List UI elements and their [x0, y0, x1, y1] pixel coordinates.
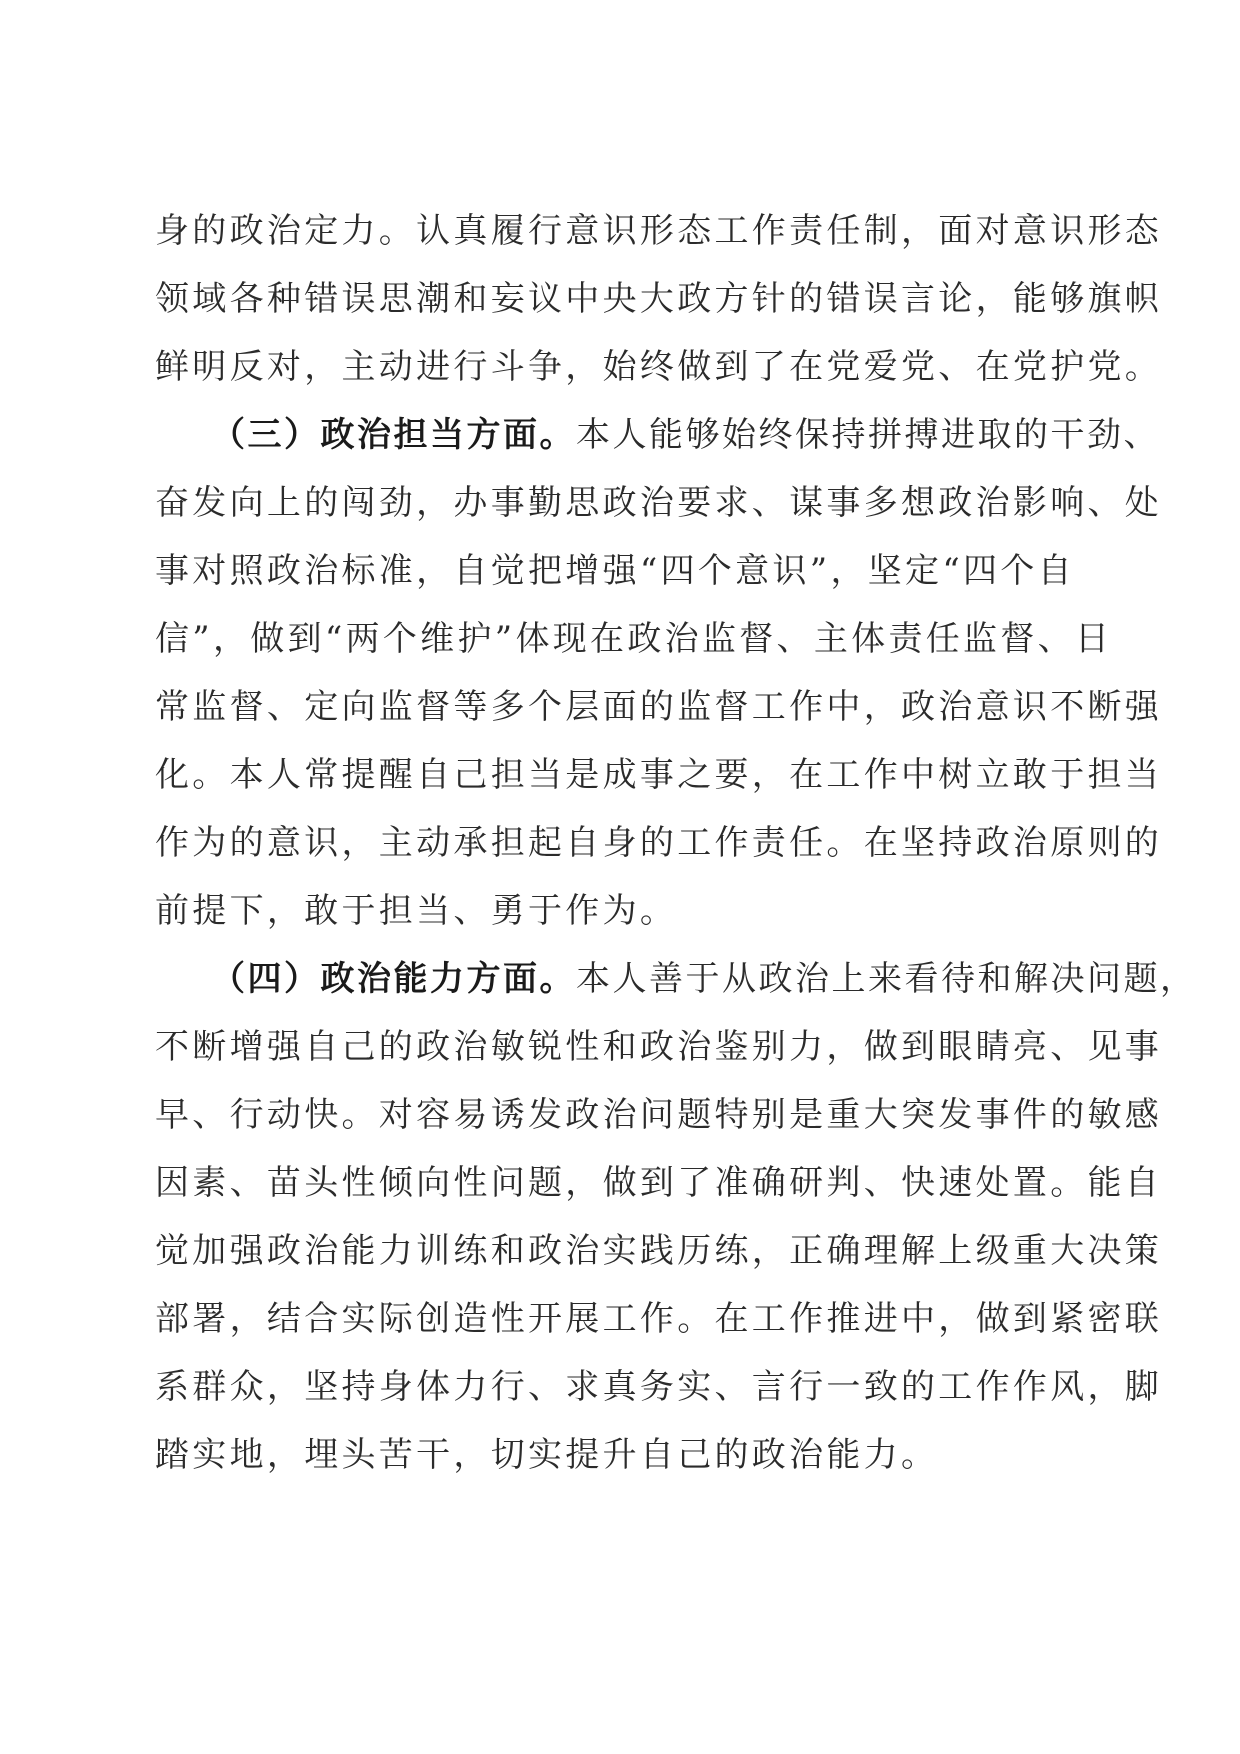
paragraph-3-line-7: 系群众，坚持身体力行、求真务实、言行一致的工作作风，脚 — [155, 1367, 1163, 1407]
paragraph-2-first-line — [155, 415, 1160, 455]
paragraph-1-line-1: 身的政治定力。认真履行意识形态工作责任制，面对意识形态 — [155, 211, 1163, 251]
paragraph-3-first-line — [155, 959, 1197, 999]
document-body — [155, 211, 1197, 1506]
paragraph-3-line-5: 觉加强政治能力训练和政治实践历练，正确理解上级重大决策 — [155, 1231, 1163, 1271]
section-heading-political-ability: （四）政治能力方面。 — [211, 959, 576, 999]
paragraph-3-line-6: 部署，结合实际创造性开展工作。在工作推进中，做到紧密联 — [155, 1299, 1163, 1339]
paragraph-2-line-3: 事对照政治标准，自觉把增强“四个意识”，坚定“四个自 — [155, 551, 1075, 591]
paragraph-3-line-2: 不断增强自己的政治敏锐性和政治鉴别力，做到眼睛亮、见事 — [155, 1027, 1163, 1067]
section-heading-political-responsibility: （三）政治担当方面。 — [211, 415, 576, 455]
paragraph-3-line-4: 因素、苗头性倾向性问题，做到了准确研判、快速处置。能自 — [155, 1163, 1163, 1203]
paragraph-2-line-5: 常监督、定向监督等多个层面的监督工作中，政治意识不断强 — [155, 687, 1163, 727]
paragraph-2-first-line-text: 本人能够始终保持拼搏进取的干劲、 — [576, 415, 1160, 455]
paragraph-2-line-4: 信”，做到“两个维护”体现在政治监督、主体责任监督、日 — [155, 619, 1113, 659]
paragraph-3-first-line-text: 本人善于从政治上来看待和解决问题， — [576, 959, 1197, 999]
paragraph-2-line-2: 奋发向上的闯劲，办事勤思政治要求、谋事多想政治影响、处 — [155, 483, 1163, 523]
paragraph-2-line-6: 化。本人常提醒自己担当是成事之要，在工作中树立敢于担当 — [155, 755, 1163, 795]
paragraph-2-line-8: 前提下，敢于担当、勇于作为。 — [155, 891, 678, 931]
paragraph-1-line-3: 鲜明反对，主动进行斗争，始终做到了在党爱党、在党护党。 — [155, 347, 1163, 387]
paragraph-3-line-8: 踏实地，埋头苦干，切实提升自己的政治能力。 — [155, 1435, 939, 1475]
paragraph-2-line-7: 作为的意识，主动承担起自身的工作责任。在坚持政治原则的 — [155, 823, 1163, 863]
paragraph-3-line-3: 早、行动快。对容易诱发政治问题特别是重大突发事件的敏感 — [155, 1095, 1163, 1135]
paragraph-1-line-2: 领域各种错误思潮和妄议中央大政方针的错误言论，能够旗帜 — [155, 279, 1163, 319]
